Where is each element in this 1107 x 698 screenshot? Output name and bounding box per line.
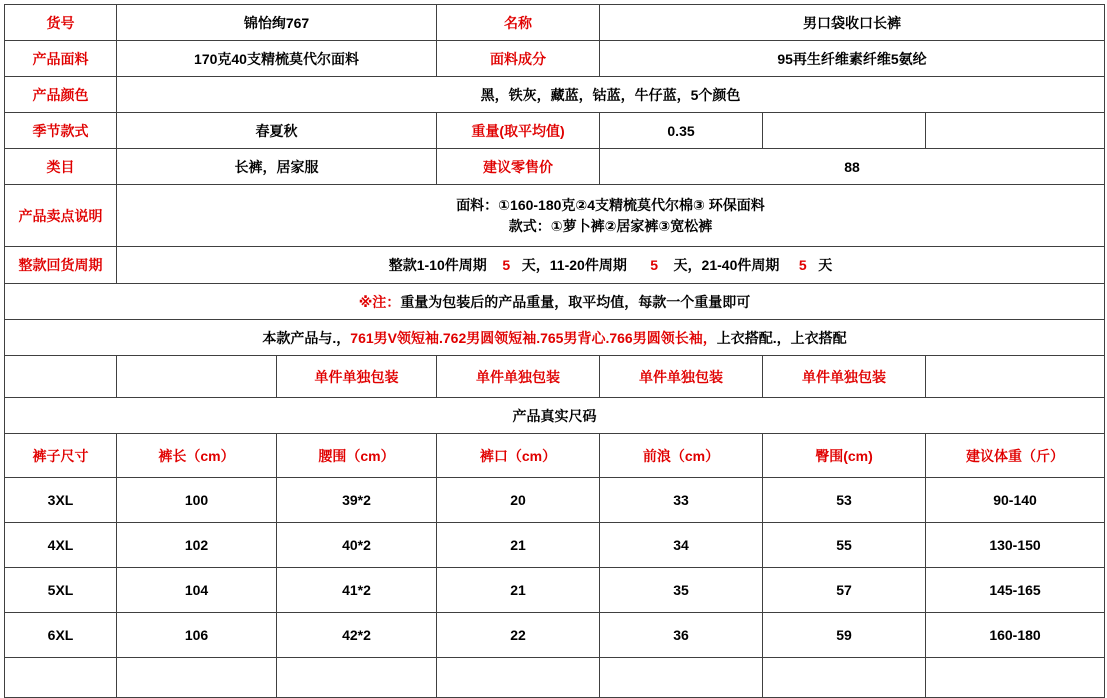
restock-label: 整款回货周期 (5, 247, 117, 284)
matching-prefix: 本款产品与.， (262, 329, 351, 346)
matching-items: 761男V领短袖.762男圆领短袖.765男背心.766男圆领长袖， (350, 329, 717, 346)
size-cell[interactable]: 20 (437, 478, 600, 523)
size-header-row (5, 434, 1105, 478)
fabric-value[interactable]: 170克40支精梳莫代尔面料 (117, 41, 437, 77)
empty-cell[interactable] (763, 113, 926, 149)
empty-cell[interactable] (5, 658, 117, 698)
selling-label: 产品卖点说明 (5, 185, 117, 247)
size-cell[interactable]: 35 (600, 568, 763, 613)
table-row (5, 613, 1105, 658)
matching-cell[interactable] (5, 320, 1105, 356)
size-cell[interactable]: 59 (763, 613, 926, 658)
row-note (5, 284, 1105, 320)
size-cell[interactable]: 145-165 (926, 568, 1105, 613)
empty-cell[interactable] (277, 658, 437, 698)
size-cell[interactable]: 21 (437, 523, 600, 568)
size-cell[interactable]: 39*2 (277, 478, 437, 523)
row-colors (5, 77, 1105, 113)
size-header-cell[interactable]: 臀围(cm) (763, 434, 926, 478)
row-restock (5, 247, 1105, 284)
note-mark: ※注： (358, 293, 401, 310)
size-header-cell[interactable]: 裤子尺寸 (5, 434, 117, 478)
weight-label: 重量(取平均值) (437, 113, 600, 149)
restock-text-3: 天，21-40件周期 (673, 257, 780, 273)
row-selling-points (5, 185, 1105, 247)
season-label: 季节款式 (5, 113, 117, 149)
row-packaging (5, 356, 1105, 398)
size-cell[interactable]: 42*2 (277, 613, 437, 658)
colors-value[interactable]: 黑，铁灰，藏蓝，钴蓝，牛仔蓝，5个颜色 (117, 77, 1105, 113)
size-cell[interactable]: 21 (437, 568, 600, 613)
matching-suffix: 上衣搭配.，上衣搭配 (716, 329, 847, 346)
empty-cell[interactable] (600, 658, 763, 698)
size-cell[interactable]: 53 (763, 478, 926, 523)
product-spec-sheet (4, 4, 1105, 698)
restock-text-4: 天 (818, 257, 833, 273)
row-matching (5, 320, 1105, 356)
name-value[interactable]: 男口袋收口长裤 (600, 5, 1105, 41)
size-cell[interactable]: 33 (600, 478, 763, 523)
selling-line-fabric: 面料：①160-180克②4支精梳莫代尔棉③ 环保面料 (456, 196, 765, 213)
empty-cell[interactable] (5, 356, 117, 398)
category-label: 类目 (5, 149, 117, 185)
note-cell[interactable] (5, 284, 1105, 320)
season-value[interactable]: 春夏秋 (117, 113, 437, 149)
size-title[interactable]: 产品真实尺码 (5, 398, 1105, 434)
restock-days-3: 5 (798, 257, 807, 273)
table-row (5, 478, 1105, 523)
packaging-cell[interactable]: 单件单独包装 (437, 356, 600, 398)
size-cell[interactable]: 40*2 (277, 523, 437, 568)
empty-cell[interactable] (926, 113, 1105, 149)
composition-label: 面料成分 (437, 41, 600, 77)
size-cell[interactable]: 34 (600, 523, 763, 568)
size-header-cell[interactable]: 腰围（cm） (277, 434, 437, 478)
size-header-cell[interactable]: 前浪（cm） (600, 434, 763, 478)
empty-cell[interactable] (117, 658, 277, 698)
empty-cell[interactable] (763, 658, 926, 698)
empty-cell[interactable] (437, 658, 600, 698)
item-no-label: 货号 (5, 5, 117, 41)
restock-text-2: 天，11-20件周期 (521, 257, 627, 273)
empty-cell[interactable] (926, 658, 1105, 698)
price-label: 建议零售价 (437, 149, 600, 185)
size-header-cell[interactable]: 建议体重（斤） (926, 434, 1105, 478)
size-header-cell[interactable]: 裤长（cm） (117, 434, 277, 478)
size-cell[interactable]: 100 (117, 478, 277, 523)
weight-value[interactable]: 0.35 (600, 113, 763, 149)
selling-points-cell[interactable] (117, 185, 1105, 247)
packaging-cell[interactable]: 单件单独包装 (277, 356, 437, 398)
row-size-title (5, 398, 1105, 434)
size-header-cell[interactable]: 裤口（cm） (437, 434, 600, 478)
size-cell[interactable]: 4XL (5, 523, 117, 568)
size-cell[interactable]: 160-180 (926, 613, 1105, 658)
category-value[interactable]: 长裤，居家服 (117, 149, 437, 185)
packaging-cell[interactable]: 单件单独包装 (600, 356, 763, 398)
table-row (5, 523, 1105, 568)
fabric-label: 产品面料 (5, 41, 117, 77)
size-cell[interactable]: 104 (117, 568, 277, 613)
row-fabric (5, 41, 1105, 77)
size-cell[interactable]: 130-150 (926, 523, 1105, 568)
size-cell[interactable]: 3XL (5, 478, 117, 523)
price-value[interactable]: 88 (600, 149, 1105, 185)
row-season (5, 113, 1105, 149)
selling-line-style: 款式：①萝卜裤②居家裤③宽松裤 (508, 217, 713, 234)
table-row-empty (5, 658, 1105, 698)
size-cell[interactable]: 102 (117, 523, 277, 568)
size-cell[interactable]: 5XL (5, 568, 117, 613)
empty-cell[interactable] (117, 356, 277, 398)
size-cell[interactable]: 106 (117, 613, 277, 658)
name-label: 名称 (437, 5, 600, 41)
size-cell[interactable]: 36 (600, 613, 763, 658)
size-cell[interactable]: 22 (437, 613, 600, 658)
note-text: 重量为包装后的产品重量，取平均值，每款一个重量即可 (400, 293, 751, 310)
colors-label: 产品颜色 (5, 77, 117, 113)
empty-cell[interactable] (926, 356, 1105, 398)
size-cell[interactable]: 90-140 (926, 478, 1105, 523)
composition-value[interactable]: 95再生纤维素纤维5氨纶 (600, 41, 1105, 77)
row-category (5, 149, 1105, 185)
item-no-value[interactable]: 锦怡绚767 (117, 5, 437, 41)
restock-value[interactable] (117, 247, 1105, 284)
size-cell[interactable]: 6XL (5, 613, 117, 658)
size-cell[interactable]: 57 (763, 568, 926, 613)
size-cell[interactable]: 55 (763, 523, 926, 568)
size-cell[interactable]: 41*2 (277, 568, 437, 613)
restock-text-1: 整款1-10件周期 (388, 257, 487, 273)
restock-days-2: 5 (650, 257, 658, 273)
row-item-no (5, 5, 1105, 41)
packaging-cell[interactable]: 单件单独包装 (763, 356, 926, 398)
table-row (5, 568, 1105, 613)
restock-days-1: 5 (502, 257, 511, 273)
